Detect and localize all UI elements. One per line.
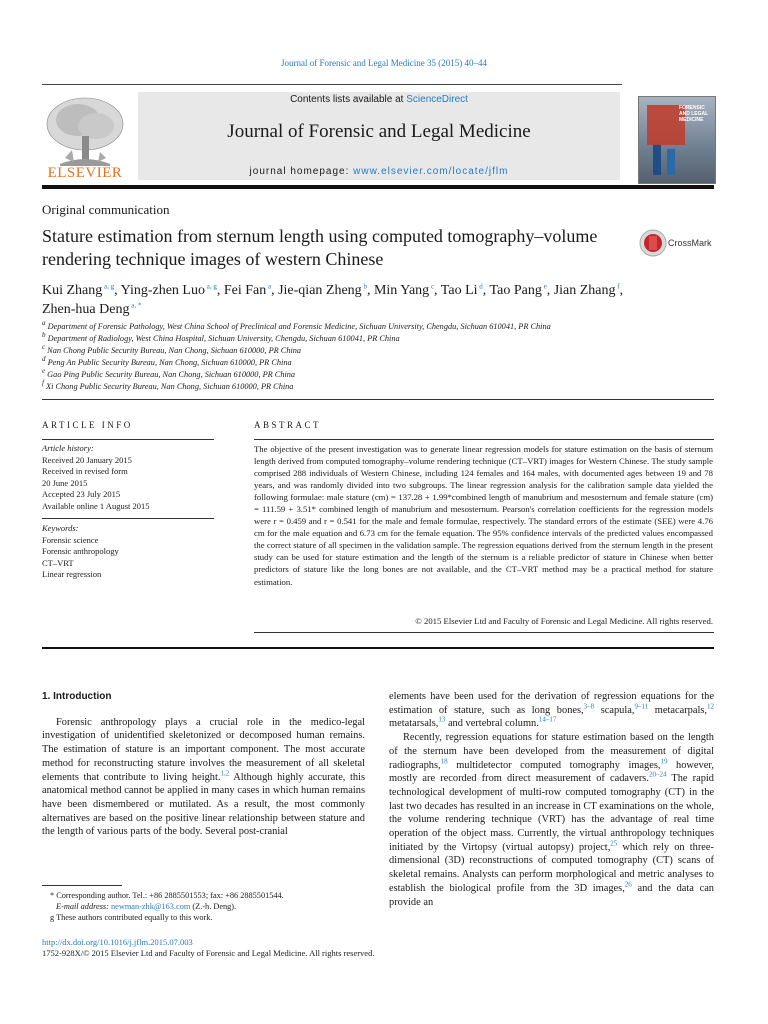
citation-link[interactable]: 19 <box>660 757 668 766</box>
author-name[interactable]: Fei Fan <box>223 283 267 298</box>
body-paragraph <box>42 716 365 839</box>
affiliation-marker: b <box>42 331 46 340</box>
body-text: metatarsals, <box>389 718 439 730</box>
email-suffix: (Z.-h. Deng). <box>190 902 237 911</box>
body-column-left <box>42 690 365 839</box>
citation-link[interactable]: 25 <box>610 839 618 848</box>
article-info-rule <box>42 439 214 440</box>
citation-link[interactable]: 20–24 <box>648 770 667 779</box>
body-text: which rely on three-dimensional (3D) reconstructions of computed tomography (CT) scans of skeletal remains. Analysts can perform morphological and metric analyses to establish the biological profile from the 3D images, <box>389 841 714 894</box>
article-title: Stature estimation from sternum length using computed tomography–volume rendering technique images of western Chinese <box>42 226 598 269</box>
keyword: Linear regression <box>42 569 102 579</box>
author-affiliation-marker[interactable]: c <box>429 282 435 291</box>
citation-link[interactable]: 1,2 <box>220 769 230 778</box>
author-name[interactable]: Jie-qian Zheng <box>278 283 362 298</box>
contents-line <box>138 94 620 105</box>
history-item: Received in revised form <box>42 466 128 476</box>
citation-link[interactable]: 3–8 <box>583 702 595 711</box>
affiliation <box>42 321 702 333</box>
elsevier-wordmark: ELSEVIER <box>47 165 123 181</box>
affiliation-marker: e <box>42 367 46 376</box>
author-name[interactable]: Tao Li <box>440 283 478 298</box>
affiliation-text: Peng An Public Security Bureau, Nan Chong, Sichuan 610000, PR China <box>45 358 292 367</box>
citation-link[interactable]: 13 <box>438 715 446 724</box>
body-text: however, mostly are recorded from direct measurement of cadavers. <box>389 759 714 785</box>
body-text: The rapid technological development of multi-row computed tomography (CT) in the last two decades has resulted in an increase in CT examinations on the whole, the volume rendering technique (VRT) has the advantage of real time operation of the object mass. Currently, the virtual anthropology techniques initiated by the Virtopsy (virtual autopsy) project, <box>389 773 714 853</box>
author-name[interactable]: Min Yang <box>373 283 430 298</box>
journal-homepage <box>138 166 620 177</box>
author-affiliation-marker[interactable]: e <box>541 282 547 291</box>
sciencedirect-link[interactable]: ScienceDirect <box>406 94 468 105</box>
citation-link[interactable]: 12 <box>707 702 714 711</box>
affiliation <box>42 345 702 357</box>
affiliation-marker: f <box>42 379 44 388</box>
history-list <box>42 455 214 513</box>
affiliation-marker: a <box>42 319 46 328</box>
author-name[interactable]: Kui Zhang <box>42 283 103 298</box>
section-thick-rule <box>42 647 714 649</box>
footnote-rule <box>42 885 122 886</box>
author-name[interactable]: Ying-zhen Luo <box>120 283 205 298</box>
citation-link[interactable]: 9–11 <box>634 702 649 711</box>
keywords-label: Keywords: <box>42 523 79 533</box>
email-note <box>42 901 372 912</box>
keyword: Forensic science <box>42 534 99 545</box>
journal-citation[interactable]: Journal of Forensic and Legal Medicine 35 (2015) 40–44 <box>281 58 487 68</box>
issn-copyright: 1752-928X/© 2015 Elsevier Ltd and Faculty of Forensic and Legal Medicine. All rights reserved. <box>42 948 375 958</box>
author-separator: , <box>434 283 441 298</box>
section-rule <box>42 399 714 400</box>
body-text: Recently, regression equations for stature estimation based on the length of the sternum have been developed from the measurement of digital radiographs, <box>389 732 714 771</box>
author-affiliation-marker[interactable]: a, g <box>102 282 115 291</box>
crossmark-label: CrossMark <box>668 238 712 248</box>
body-text: metacarpals, <box>648 704 707 716</box>
body-paragraph <box>389 731 714 909</box>
cover-title: FORENSIC AND LEGAL MEDICINE <box>679 105 709 123</box>
abstract-text: The objective of the present investigation was to generate linear regression models for stature estimation on the basis of sternum length derived from computed tomography–volume rendering technique (CT–VRT) images for Western Chinese. The study sample comprised 288 individuals of Western Chinese, including 124 females and 164 males, with documented ages between 19 and 78 years, and was randomly divided into two subgroups. The linear regression analysis for the calibration sample data yielded the following formulae: male stature (cm) = 137.28 + 1.99*combined length of manubrium and mesosternum and female stature (cm) = 111.59 + 3.51* combined length of manubrium and mesosternum. Pearson's correlation coefficients for the regression models were r = 0.459 and r = 0.541 for the male and female formulae, respectively. The standard errors of the estimate (SEE) were 4.76 cm for the male equation and 6.73 cm for the female equation. The 95% confidence intervals of the predicted values encompassed the correct stature of all specimen in the validation sample. The regression equations derived from the sternum length in the present study can be used for stature estimation and the length of the sternum is a reliable predictor of stature in Chinese when better predictors of stature like the long bones are not available, and the CT–VRT method may be a practical method for stature estimation. <box>254 444 713 587</box>
keywords-block <box>42 523 214 581</box>
article-history <box>42 443 214 512</box>
affiliation-marker: c <box>42 343 46 352</box>
abstract-copyright: © 2015 Elsevier Ltd and Faculty of Forensic and Legal Medicine. All rights reserved. <box>415 616 713 626</box>
article-info-rule <box>42 518 214 519</box>
citation-link[interactable]: 18 <box>440 757 448 766</box>
equal-contribution-note: g These authors contributed equally to this work. <box>50 913 213 922</box>
body-paragraph <box>389 690 714 731</box>
citation-link[interactable]: 14–17 <box>538 715 557 724</box>
author-affiliation-marker[interactable]: f <box>615 282 620 291</box>
body-text: scapula, <box>594 704 635 716</box>
author-affiliation-marker[interactable]: a, g <box>204 282 217 291</box>
author-name[interactable]: Zhen-hua Deng <box>42 302 130 317</box>
author-affiliation-marker[interactable]: d <box>477 282 483 291</box>
email-label: E-mail address: <box>56 902 111 911</box>
affiliation-text: Nan Chong Public Security Bureau, Nan Chong, Sichuan 610000, PR China <box>45 346 302 355</box>
history-item: Available online 1 August 2015 <box>42 500 150 511</box>
affiliation-text: Gao Ping Public Security Bureau, Nan Chong, Sichuan 610000, PR China <box>45 370 296 379</box>
header-thick-rule <box>42 185 714 189</box>
author-affiliation-marker[interactable]: a <box>266 282 272 291</box>
article-info-heading: ARTICLE INFO <box>42 420 133 430</box>
affiliation <box>42 333 702 345</box>
abstract-rule <box>254 439 714 440</box>
history-item: Accepted 23 July 2015 <box>42 489 121 499</box>
author-separator: , <box>216 283 224 298</box>
affiliation-text: Department of Radiology, West China Hospital, Sichuan University, Chengdu, Sichuan 610041, PR China <box>45 334 400 343</box>
author-separator: , <box>482 283 490 298</box>
crossmark-button[interactable] <box>638 230 718 258</box>
author-name[interactable]: Jian Zhang <box>553 283 616 298</box>
section-type: Original communication <box>42 202 170 217</box>
affiliation <box>42 357 702 369</box>
abstract-heading: ABSTRACT <box>254 420 322 430</box>
body-column-right <box>389 690 714 909</box>
contents-prefix: Contents lists available at <box>290 94 407 105</box>
body-text: Forensic anthropology plays a crucial role in the medico-legal investigation of unidentified skeletonized or decomposed human remains. The estimation of stature is an important component. The most accurate method for reconstructing stature involves the measurement of all skeletal elements that contribute to living height. <box>42 716 365 783</box>
author-separator: , <box>366 283 374 298</box>
corresponding-author-note: * Corresponding author. Tel.: +86 2885501553; fax: +86 2885501544. <box>50 891 284 900</box>
email-link[interactable]: newman-zhk@163.com <box>111 902 191 911</box>
keyword: Forensic anthropology <box>42 546 119 556</box>
body-text: multidetector computed tomography images, <box>447 759 661 771</box>
history-item: Received 20 January 2015 <box>42 454 132 465</box>
history-item: 20 June 2015 <box>42 477 88 488</box>
author-affiliation-marker[interactable]: b <box>361 282 367 291</box>
journal-cover-image[interactable] <box>638 96 716 184</box>
journal-title: Journal of Forensic and Legal Medicine <box>227 121 531 142</box>
section-heading: 1. Introduction <box>42 691 112 702</box>
author-name[interactable]: Tao Pang <box>489 283 542 298</box>
body-text: and vertebral column. <box>445 718 539 730</box>
doi-link[interactable]: http://dx.doi.org/10.1016/j.jflm.2015.07.003 <box>42 937 193 947</box>
affiliation-text: Xi Chong Public Security Bureau, Nan Chong, Sichuan 610000, PR China <box>43 382 294 391</box>
footnotes <box>42 890 372 923</box>
homepage-link[interactable]: www.elsevier.com/locate/jflm <box>353 166 509 177</box>
author-separator: , <box>619 283 624 298</box>
crossmark-icon <box>638 228 668 258</box>
keyword: CT–VRT <box>42 557 74 568</box>
body-text: elements have been used for the derivation of regression equations for the estimation of stature, such as long bones, <box>389 691 714 716</box>
header-rule <box>42 84 622 85</box>
abstract-rule <box>254 632 714 633</box>
author-separator: , <box>546 283 554 298</box>
author-affiliation-marker[interactable]: a, * <box>129 301 142 310</box>
affiliation <box>42 381 702 393</box>
keyword-list <box>42 535 214 581</box>
history-label: Article history: <box>42 443 94 453</box>
author-separator: , <box>271 283 279 298</box>
affiliation <box>42 369 702 381</box>
citation-link[interactable]: 26 <box>624 880 632 889</box>
homepage-prefix: journal homepage: <box>249 166 354 177</box>
body-text: Although highly accurate, this anatomical method cannot be applied in many cases in which human remains have been dismembered or mutilated. As a result, the most commonly alternatives are based on the positive linear relationship between stature and the length of various parts of the body. Several post-cranial <box>42 771 366 838</box>
affiliation-marker: d <box>42 355 46 364</box>
author-separator: , <box>114 283 121 298</box>
elsevier-logo <box>40 92 130 184</box>
affiliation-list <box>42 321 702 393</box>
author-list <box>42 281 642 319</box>
body-text: and the data can provide an <box>389 882 715 908</box>
affiliation-text: Department of Forensic Pathology, West China School of Preclinical and Forensic Medicine, Sichuan University, Chengdu, Sichuan 610041, PR China <box>45 322 551 331</box>
